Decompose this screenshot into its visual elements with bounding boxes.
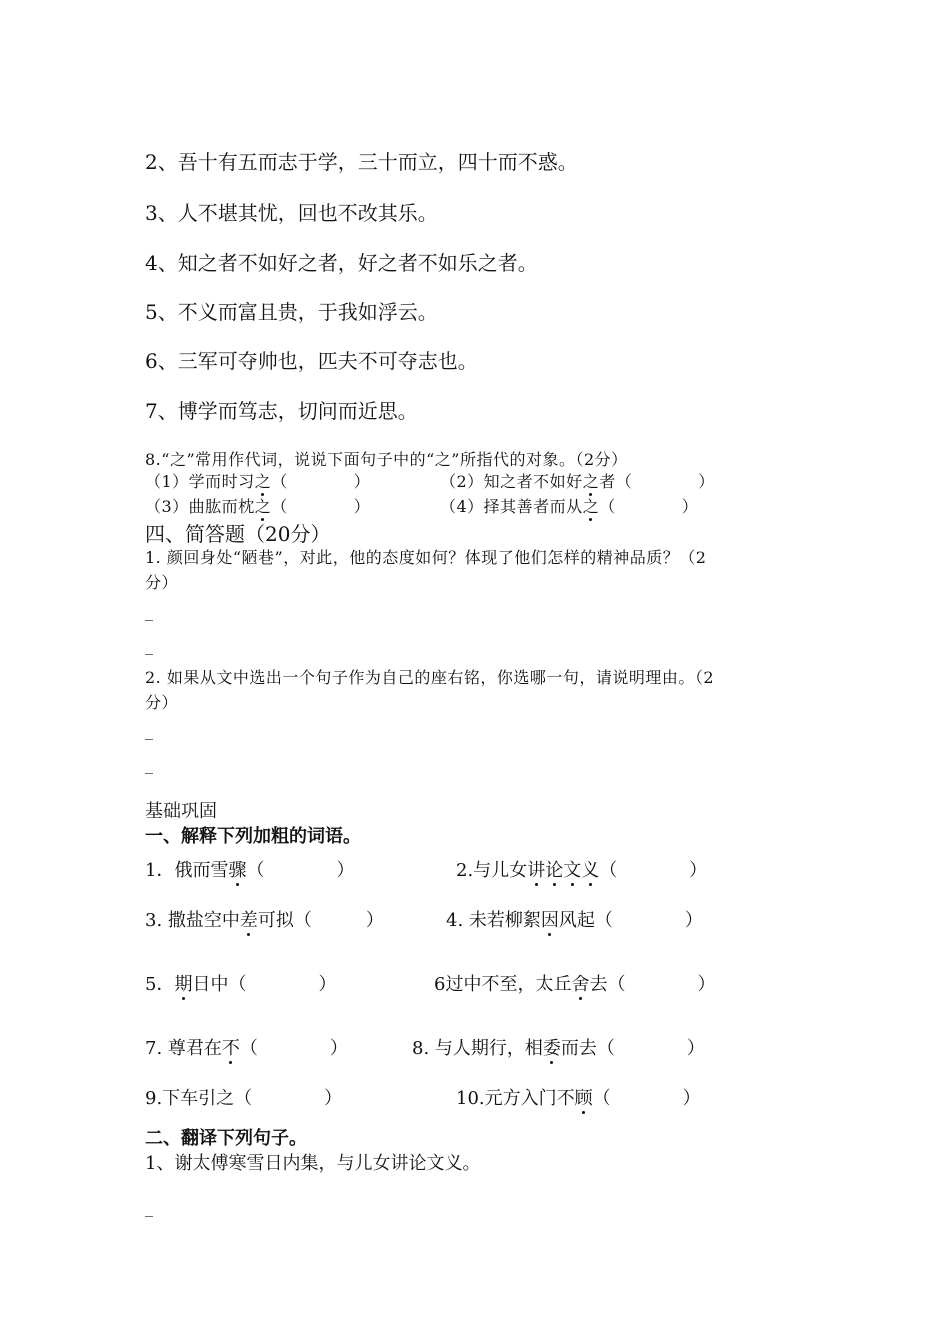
q8-item-2 (440, 474, 715, 490)
vocab-item-10-dotted: 顾 (574, 1088, 593, 1109)
vocab-item-9: 9.下车引之（ ） (145, 1088, 343, 1109)
vocab-item-2-dotted-4: 义 (581, 860, 600, 881)
translate-answer-line[interactable]: _ (145, 1198, 153, 1217)
basics-part1-title: 一、解释下列加粗的词语。 (145, 826, 361, 847)
vocab-item-3 (145, 912, 384, 930)
q8-item-1-text: （1）学而时习 (145, 472, 255, 491)
vocab-item-2-dotted-1: 讲 (527, 860, 546, 881)
vocab-item-7-dotted: 不 (221, 1038, 240, 1059)
vocab-item-2-blank: （ ） (599, 860, 708, 881)
vocab-item-4-blank: 风起（ ） (558, 910, 703, 931)
vocab-item-6-blank: 去（ ） (589, 974, 716, 995)
q8-item-2-text: （2）知之者不如好 (440, 472, 583, 491)
q8-item-1-blank: （ ） (271, 472, 371, 491)
basics-part2-title: 二、翻译下列句子。 (145, 1128, 307, 1149)
q8-item-3-blank: （ ） (271, 497, 371, 516)
vocab-item-2-dotted-2: 论 (545, 860, 564, 881)
vocab-item-3-blank: 可拟（ ） (257, 910, 384, 931)
section-4-title: 四、简答题（20分） (145, 522, 331, 546)
q8-item-4-blank: （ ） (599, 497, 699, 516)
quote-5: 5、不义而富且贵，于我如浮云。 (145, 300, 438, 324)
q8-item-1 (145, 474, 370, 490)
vocab-item-1-blank: （ ） (246, 860, 355, 881)
s4-q1-answer-line-2[interactable]: _ (145, 636, 153, 655)
vocab-item-1 (145, 862, 354, 880)
quote-4: 4、知之者不如好之者，好之者不如乐之者。 (145, 251, 538, 275)
translate-item-1: 1、谢太傅寒雪日内集，与儿女讲论文义。 (145, 1153, 481, 1174)
vocab-item-6 (434, 976, 715, 994)
quote-6: 6、三军可夺帅也，匹夫不可夺志也。 (145, 349, 478, 373)
vocab-item-10 (456, 1090, 701, 1108)
q8-item-3-dotted: 之 (254, 497, 272, 516)
quote-3: 3、人不堪其忧，回也不改其乐。 (145, 201, 438, 225)
vocab-item-5 (145, 976, 336, 994)
vocab-item-4-text: 4. 未若柳絮 (446, 910, 541, 931)
vocab-item-8-dotted: 委 (542, 1038, 561, 1059)
q8-item-4 (440, 499, 698, 515)
q8-item-2-dotted: 之 (582, 472, 600, 491)
s4-q2-answer-line-2[interactable]: _ (145, 755, 153, 774)
basics-heading: 基础巩固 (145, 801, 217, 822)
vocab-item-7 (145, 1040, 348, 1058)
q8-item-1-dotted: 之 (254, 472, 272, 491)
vocab-item-7-blank: （ ） (239, 1038, 348, 1059)
s4-q1-answer-line-1[interactable]: _ (145, 602, 153, 621)
vocab-item-4 (446, 912, 703, 930)
s4-q1-line1: 1. 颜回身处“陋巷”，对此，他的态度如何？体现了他们怎样的精神品质？（2 (145, 548, 707, 567)
quote-2: 2、吾十有五而志于学，三十而立，四十而不惑。 (145, 150, 578, 174)
q8-item-4-dotted: 之 (582, 497, 600, 516)
vocab-item-3-text: 3. 撒盐空中 (145, 910, 240, 931)
vocab-item-6-text: 6过中不至，太丘 (434, 974, 572, 995)
s4-q2-line2: 分） (145, 693, 179, 712)
vocab-item-10-blank: （ ） (592, 1088, 701, 1109)
vocab-item-1-text: 1．俄而雪 (145, 860, 229, 881)
vocab-item-5-blank: 日中（ ） (192, 974, 337, 995)
vocab-item-2-dotted-3: 文 (563, 860, 582, 881)
vocab-item-8 (412, 1040, 705, 1058)
vocab-item-3-dotted: 差 (239, 910, 258, 931)
q8-item-3-text: （3）曲肱而枕 (145, 497, 255, 516)
vocab-item-7-text: 7. 尊君在 (145, 1038, 222, 1059)
q8-prompt: 8.“之”常用作代词，说说下面句子中的“之”所指代的对象。（2分） (145, 450, 628, 469)
vocab-item-5-dotted: 期 (174, 974, 193, 995)
vocab-item-8-text: 8. 与人期行，相 (412, 1038, 543, 1059)
quote-7: 7、博学而笃志，切问而近思。 (145, 399, 418, 423)
vocab-item-2-text: 2.与儿女 (456, 860, 528, 881)
vocab-item-2 (456, 862, 707, 880)
vocab-item-10-text: 10.元方入门不 (456, 1088, 575, 1109)
vocab-item-6-dotted: 舍 (571, 974, 590, 995)
vocab-item-1-dotted: 骤 (228, 860, 247, 881)
vocab-item-4-dotted: 因 (540, 910, 559, 931)
q8-item-2-blank: 者（ ） (599, 472, 715, 491)
vocab-item-8-blank: 而去（ ） (560, 1038, 705, 1059)
q8-item-4-text: （4）择其善者而从 (440, 497, 583, 516)
s4-q1-line2: 分） (145, 573, 179, 592)
q8-item-3 (145, 499, 370, 515)
s4-q2-answer-line-1[interactable]: _ (145, 721, 153, 740)
vocab-item-5-text: 5． (145, 974, 175, 995)
s4-q2-line1: 2. 如果从文中选出一个句子作为自己的座右铭，你选哪一句，请说明理由。（2 (145, 668, 715, 687)
